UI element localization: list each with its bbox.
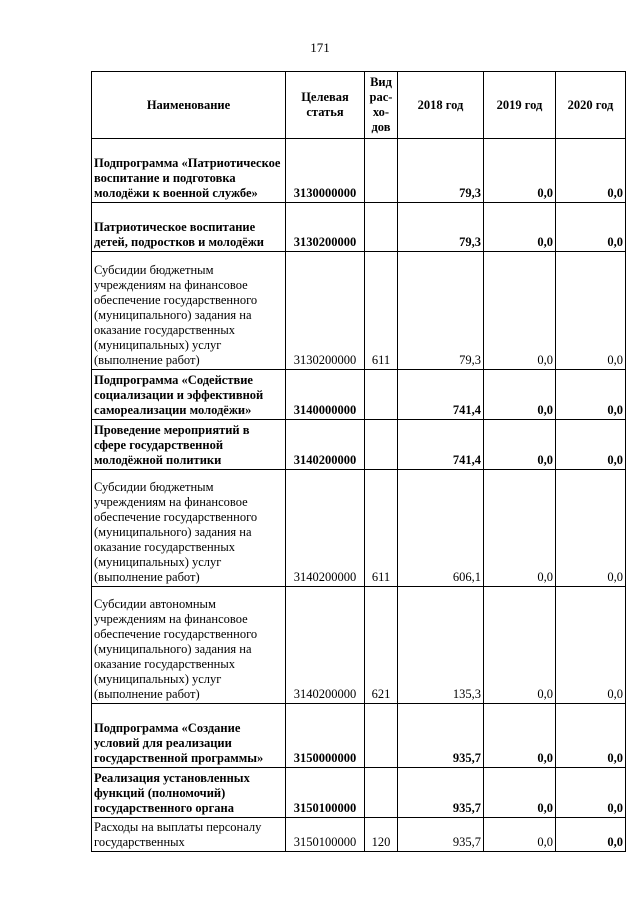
row-2018: 741,4 (398, 370, 484, 420)
header-name: Наименование (92, 72, 286, 139)
row-name: Субсидии бюджетным учреждениям на финансовое обеспечение государственного (муниципального) задания на оказание государственных (муниципальных) услуг (выполнение работ) (92, 252, 286, 370)
row-2019: 0,0 (484, 139, 556, 203)
row-2020: 0,0 (556, 587, 626, 704)
row-2020: 0,0 (556, 370, 626, 420)
row-kind (365, 768, 398, 818)
row-2019: 0,0 (484, 587, 556, 704)
header-target: Целевая статья (286, 72, 365, 139)
row-2020: 0,0 (556, 420, 626, 470)
row-code: 3130200000 (286, 203, 365, 252)
row-name: Проведение мероприятий в сфере государственной молодёжной политики (92, 420, 286, 470)
row-code: 3130000000 (286, 139, 365, 203)
row-code: 3140200000 (286, 470, 365, 587)
row-code: 3140200000 (286, 420, 365, 470)
header-2019: 2019 год (484, 72, 556, 139)
row-kind (365, 704, 398, 768)
header-2018: 2018 год (398, 72, 484, 139)
table-row (92, 252, 626, 370)
row-name: Реализация установленных функций (полномочий) государственного органа (92, 768, 286, 818)
row-kind (365, 139, 398, 203)
row-2019: 0,0 (484, 203, 556, 252)
row-2020: 0,0 (556, 252, 626, 370)
row-code: 3150100000 (286, 768, 365, 818)
row-2020: 0,0 (556, 818, 626, 852)
row-2018: 935,7 (398, 704, 484, 768)
row-kind: 120 (365, 818, 398, 852)
table-row (92, 139, 626, 203)
row-code: 3150100000 (286, 818, 365, 852)
row-2018: 935,7 (398, 818, 484, 852)
row-2018: 606,1 (398, 470, 484, 587)
row-2018: 79,3 (398, 139, 484, 203)
table-row (92, 470, 626, 587)
table-row (92, 768, 626, 818)
row-name: Расходы на выплаты персоналу государственных (92, 818, 286, 852)
row-kind (365, 370, 398, 420)
row-2020: 0,0 (556, 139, 626, 203)
header-kind: Вид рас- хо- дов (365, 72, 398, 139)
header-2020: 2020 год (556, 72, 626, 139)
row-2020: 0,0 (556, 704, 626, 768)
row-2019: 0,0 (484, 420, 556, 470)
row-code: 3140000000 (286, 370, 365, 420)
row-2018: 935,7 (398, 768, 484, 818)
row-code: 3140200000 (286, 587, 365, 704)
row-name: Патриотическое воспитание детей, подростков и молодёжи (92, 203, 286, 252)
row-kind: 621 (365, 587, 398, 704)
table-row (92, 203, 626, 252)
row-2020: 0,0 (556, 203, 626, 252)
row-name: Субсидии автономным учреждениям на финансовое обеспечение государственного (муниципального) задания на оказание государственных (муниципальных) услуг (выполнение работ) (92, 587, 286, 704)
row-kind: 611 (365, 470, 398, 587)
row-2020: 0,0 (556, 470, 626, 587)
row-2018: 79,3 (398, 203, 484, 252)
row-2019: 0,0 (484, 704, 556, 768)
table-header-row (92, 72, 626, 139)
row-code: 3130200000 (286, 252, 365, 370)
table-row (92, 818, 626, 852)
row-name: Субсидии бюджетным учреждениям на финансовое обеспечение государственного (муниципального) задания на оказание государственных (муниципальных) услуг (выполнение работ) (92, 470, 286, 587)
row-name: Подпрограмма «Создание условий для реализации государственной программы» (92, 704, 286, 768)
table-row (92, 587, 626, 704)
row-2018: 135,3 (398, 587, 484, 704)
row-2018: 741,4 (398, 420, 484, 470)
table-row (92, 420, 626, 470)
row-2019: 0,0 (484, 370, 556, 420)
row-kind (365, 420, 398, 470)
row-kind (365, 203, 398, 252)
page-number: 171 (310, 40, 330, 55)
row-2019: 0,0 (484, 252, 556, 370)
budget-table (91, 71, 626, 852)
row-2019: 0,0 (484, 768, 556, 818)
row-2020: 0,0 (556, 768, 626, 818)
table-row (92, 370, 626, 420)
row-2019: 0,0 (484, 818, 556, 852)
table-row (92, 704, 626, 768)
row-code: 3150000000 (286, 704, 365, 768)
row-kind: 611 (365, 252, 398, 370)
row-name: Подпрограмма «Патриотическое воспитание и подготовка молодёжи к военной службе» (92, 139, 286, 203)
row-name: Подпрограмма «Содействие социализации и эффективной самореализации молодёжи» (92, 370, 286, 420)
row-2019: 0,0 (484, 470, 556, 587)
row-2018: 79,3 (398, 252, 484, 370)
